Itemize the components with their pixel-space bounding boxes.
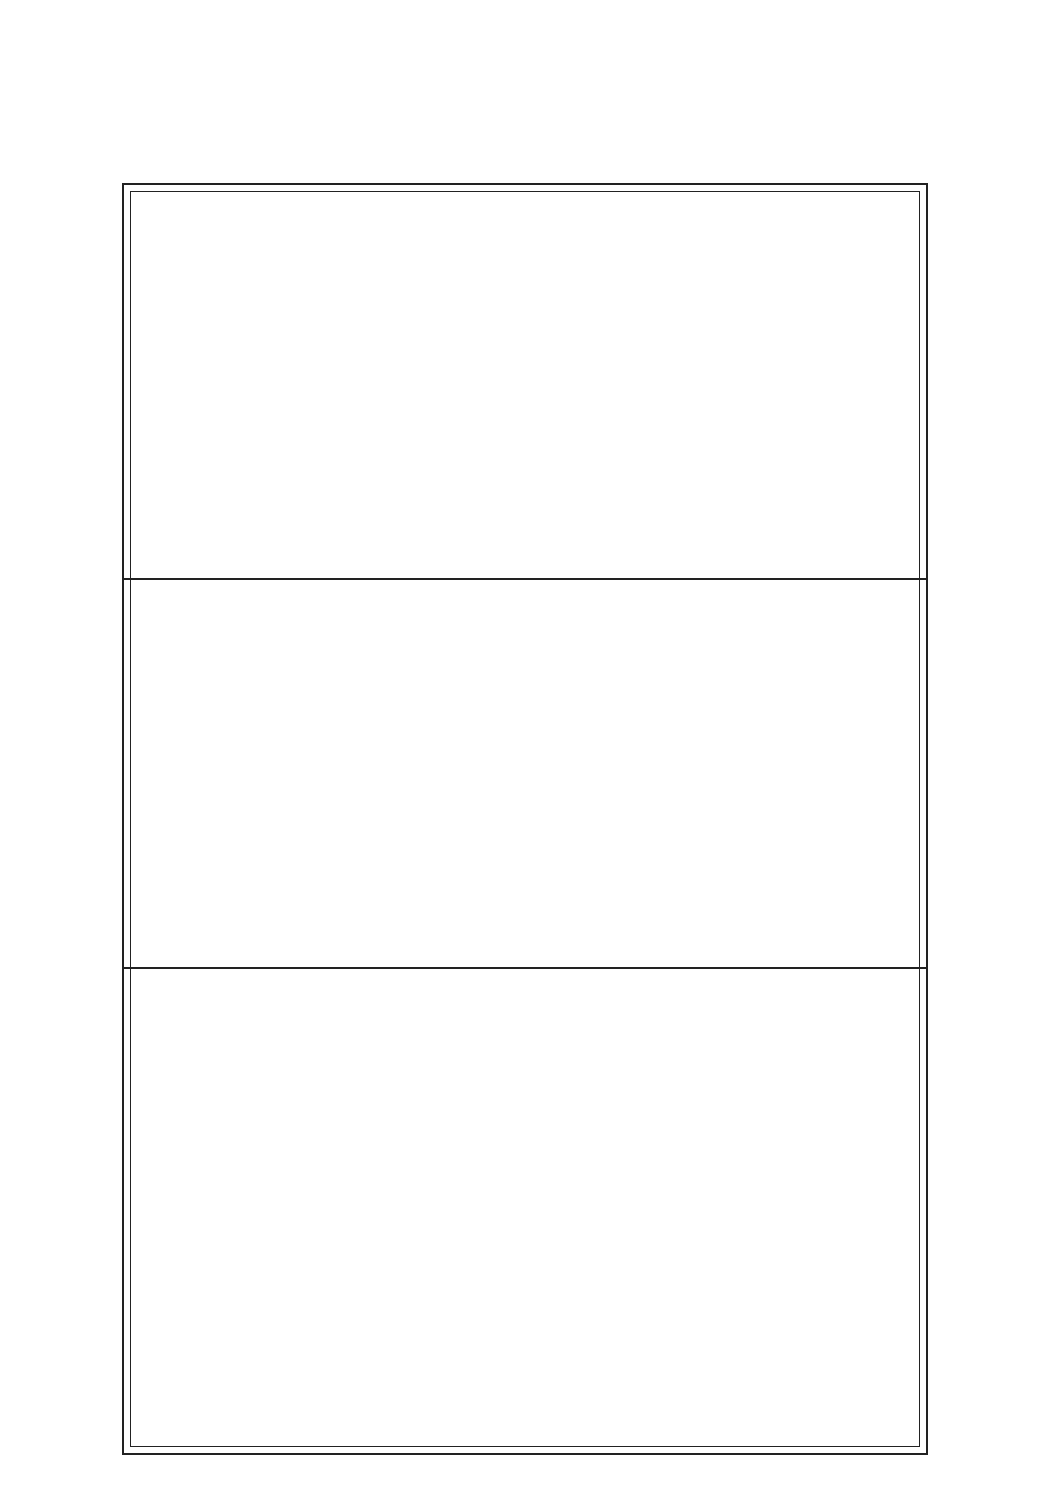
section-divider-lower	[122, 967, 928, 969]
top-section-text	[140, 196, 920, 574]
middle-section-entries	[140, 584, 920, 962]
section-divider-upper	[122, 578, 928, 580]
bottom-section-entries	[140, 974, 920, 1442]
